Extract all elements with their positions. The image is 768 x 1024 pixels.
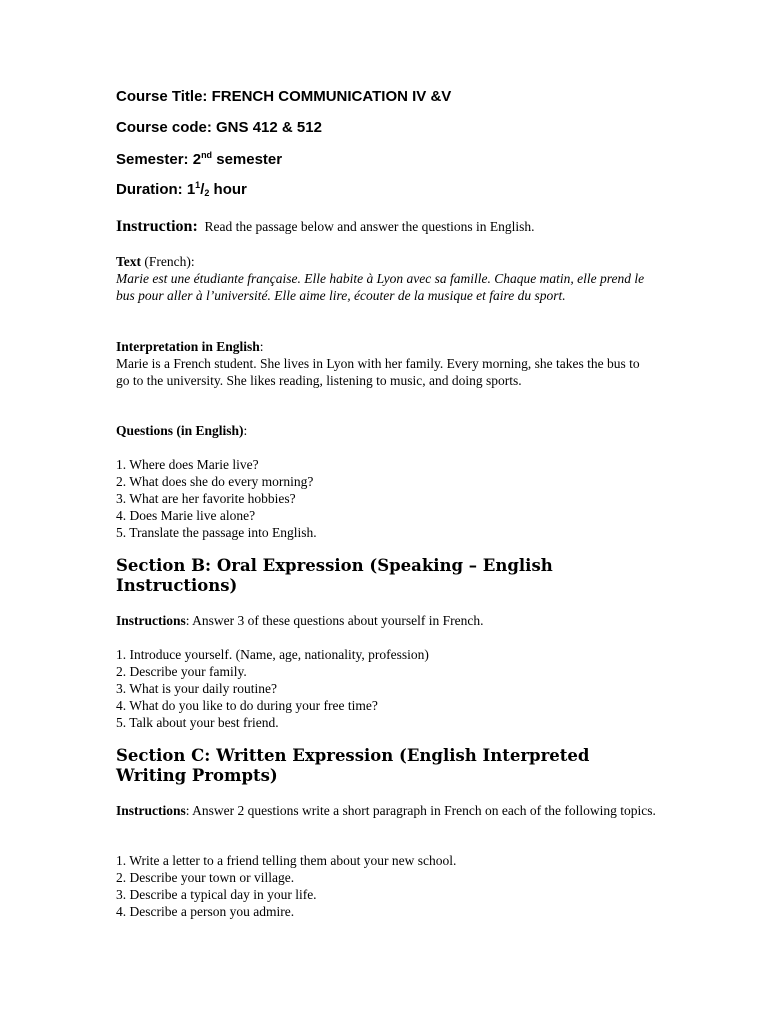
list-item: 3. What are her favorite hobbies?	[116, 491, 296, 506]
list-item: 2. Describe your town or village.	[116, 870, 295, 885]
course-code: Course code: GNS 412 & 512	[116, 119, 322, 136]
list-item: 1. Where does Marie live?	[116, 457, 259, 472]
duration-numerator: 1	[195, 180, 201, 190]
questions-heading	[116, 422, 656, 439]
section-b-instructions	[116, 612, 656, 629]
section-b-list	[116, 646, 656, 731]
section-c-title: Section C: Written Expression (English Interpreted Writing Prompts)	[116, 746, 590, 785]
duration-slash: /	[200, 181, 205, 198]
instruction-label: Instruction:	[116, 218, 198, 235]
list-item: 4. What do you like to do during your free time?	[116, 698, 378, 713]
interpretation-text: Marie is a French student. She lives in Lyon with her family. Every morning, she takes the bus to go to the university. She likes reading, listening to music, and doing sports.	[116, 356, 640, 388]
list-item: 1. Introduce yourself. (Name, age, nationality, profession)	[116, 647, 429, 662]
section-b-title: Section B: Oral Expression (Speaking – English Instructions)	[116, 556, 553, 595]
course-title: Course Title: FRENCH COMMUNICATION IV &V	[116, 88, 452, 105]
section-c-instructions-label: Instructions	[116, 803, 186, 818]
instruction-line	[116, 218, 656, 235]
instruction-text: Read the passage below and answer the questions in English.	[204, 219, 535, 234]
questions-list	[116, 456, 656, 541]
list-item: 5. Translate the passage into English.	[116, 525, 317, 540]
french-text-block	[116, 253, 656, 304]
semester-suffix: semester	[212, 151, 283, 168]
semester-line	[116, 150, 282, 168]
list-item: 3. Describe a typical day in your life.	[116, 887, 317, 902]
section-b-instructions-label: Instructions	[116, 613, 186, 628]
questions-label: Questions (in English)	[116, 423, 244, 438]
text-label-suffix: (French):	[141, 254, 195, 269]
interpretation-label-suffix: :	[259, 339, 264, 354]
list-item: 3. What is your daily routine?	[116, 681, 277, 696]
semester-prefix: Semester: 2	[116, 151, 202, 168]
list-item: 4. Describe a person you admire.	[116, 904, 295, 919]
section-c-instructions	[116, 802, 656, 819]
duration-line	[116, 180, 247, 198]
semester-superscript: nd	[201, 150, 213, 160]
duration-prefix: Duration: 1	[116, 181, 196, 198]
section-c-list	[116, 852, 656, 920]
list-item: 1. Write a letter to a friend telling them about your new school.	[116, 853, 457, 868]
interpretation-heading	[116, 338, 656, 355]
questions-label-suffix: :	[243, 423, 248, 438]
duration-denominator: 2	[204, 188, 210, 198]
list-item: 4. Does Marie live alone?	[116, 508, 256, 523]
list-item: 5. Talk about your best friend.	[116, 715, 279, 730]
french-text-heading	[116, 253, 656, 270]
list-item: 2. Describe your family.	[116, 664, 247, 679]
list-item: 2. What does she do every morning?	[116, 474, 314, 489]
text-label: Text	[116, 254, 142, 269]
section-b-instructions-text: : Answer 3 of these questions about yourself in French.	[185, 613, 484, 628]
section-c-instructions-text: : Answer 2 questions write a short paragraph in French on each of the following topics.	[185, 803, 656, 818]
interpretation-label: Interpretation in English	[116, 339, 260, 354]
interpretation-block	[116, 338, 656, 389]
duration-suffix: hour	[209, 181, 247, 198]
french-passage: Marie est une étudiante française. Elle habite à Lyon avec sa famille. Chaque matin, elle prend le bus pour aller à l’université. Elle aime lire, écouter de la musique et faire du sport.	[116, 271, 645, 303]
